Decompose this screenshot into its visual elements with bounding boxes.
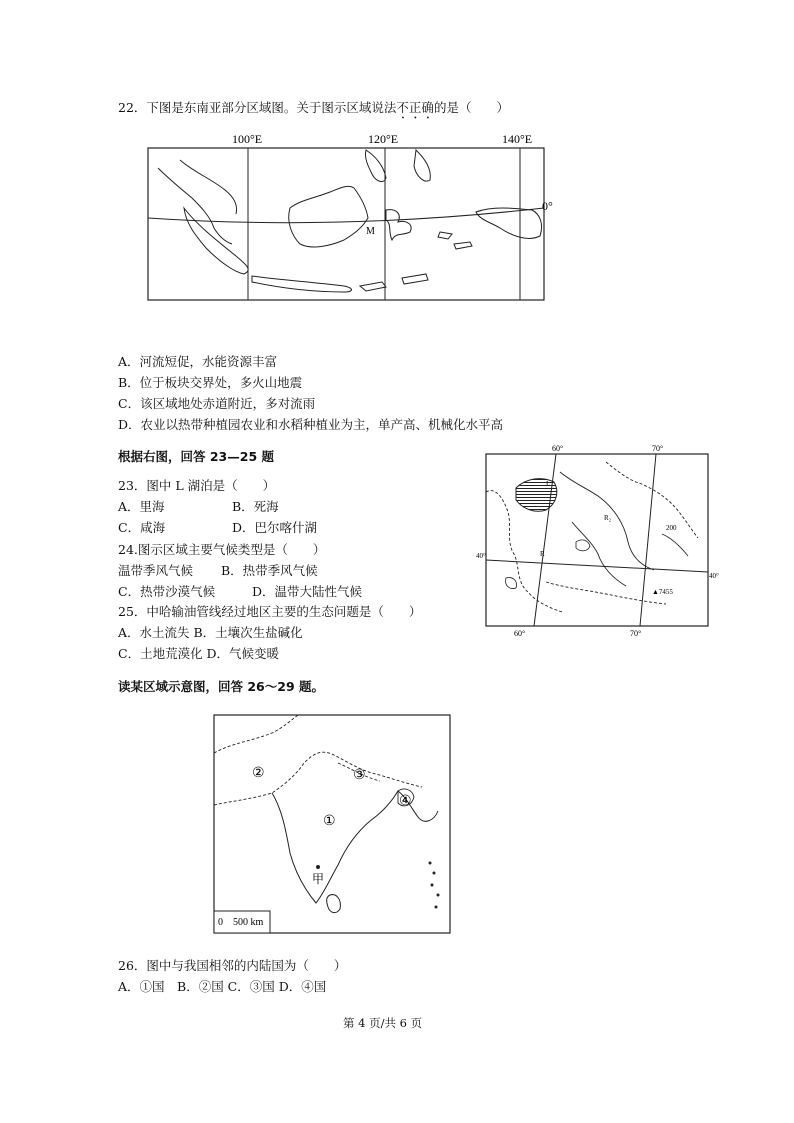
bottom-lon-70: 70° [630,629,642,638]
lat-right: 40° [709,572,719,580]
q26-stem: 26．图中与我国相邻的内陆国为（ ） [118,958,347,973]
q22-option-c: C．该区域地处赤道附近，多对流雨 [118,396,316,411]
lon-120: 120°E [368,132,399,146]
q25-stem: 25．中哈输油管线经过地区主要的生态问题是（ ） [118,604,422,619]
q22-option-b: B．位于板块交界处，多火山地震 [118,375,303,390]
central-asia-map [476,442,720,638]
q24-option-c: C．热带沙漠气候 [118,584,216,599]
section3-heading: 读某区域示意图，回答 26～29 题。 [118,679,324,694]
q22-stem-text: 22．下图是东南亚部分区域图。关于图示区域说法 [118,100,397,115]
page-footer: 第 4 页/共 6 页 [343,1016,423,1030]
south-asia-map [212,713,454,935]
bottom-lon-60: 60° [514,629,526,638]
q25-option-ab: A．水土流失 B．土壤次生盐碱化 [118,625,303,640]
lon-100: 100°E [232,132,263,146]
q25-option-cd: C．土地荒漠化 D．气候变暖 [118,646,280,661]
lat-0: 0° [542,199,553,213]
q22-stem-tail: 的是（ ） [433,100,509,115]
q23-stem: 23．图中 L 湖泊是（ ） [118,478,276,493]
southeast-asia-map [140,128,560,308]
q24-option-d: D．温带大陆性气候 [252,584,363,599]
q24-option-a: 温带季风气候 [118,563,194,578]
q23-option-b: B．死海 [232,499,279,514]
label-1: ① [323,814,336,829]
q23-option-a: A．里海 [118,499,165,514]
q22-option-a: A．河流短促，水能资源丰富 [118,354,278,369]
q22-option-d: D．农业以热带种植园农业和水稻种植业为主，单产高、机械化水平高 [118,417,504,432]
city-jia: 甲 [312,872,325,886]
label-2: ② [252,766,265,781]
lat-left: 40° [476,552,486,560]
contour-200: 200 [666,524,677,532]
point-m: M [366,226,375,237]
q24-stem: 24.图示区域主要气候类型是（ ） [118,542,326,557]
q26-options: A．①国 B．②国 C．③国 D．④国 [118,979,327,994]
q24-option-b: B．热带季风气候 [221,563,318,578]
top-lon-70: 70° [652,444,664,453]
label-4: ④ [399,794,412,809]
q22-stem [118,98,509,122]
river-r2: R₂ [604,514,612,522]
q23-option-d: D．巴尔喀什湖 [232,520,318,535]
peak-7455: ▲7455 [652,588,673,596]
lon-140: 140°E [502,132,533,146]
river-r: R [540,550,545,558]
q23-option-c: C．咸海 [118,520,166,535]
q22-emphasis: 不正确 [396,100,434,115]
section2-heading: 根据右图，回答 23—25 题 [118,449,274,464]
scale-bar-label: 0 500 km [218,917,264,928]
top-lon-60: 60° [552,444,564,453]
label-3: ③ [353,768,366,783]
